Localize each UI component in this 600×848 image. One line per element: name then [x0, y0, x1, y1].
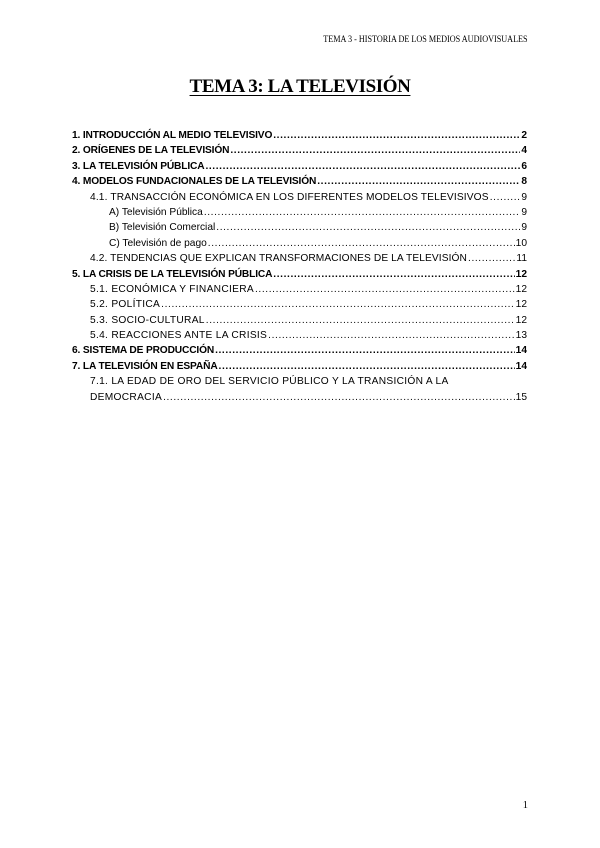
toc-entry-page: 9: [521, 222, 527, 234]
dot-leader: [216, 222, 520, 233]
toc-entry-page: 12: [515, 283, 527, 295]
toc-subentry[interactable]: [72, 330, 527, 345]
toc-entry[interactable]: [72, 345, 527, 360]
toc-subsubentry[interactable]: [72, 222, 527, 237]
running-header: TEMA 3 - HISTORIA DE LOS MEDIOS AUDIOVISUALES: [323, 35, 528, 45]
toc-entry[interactable]: [72, 161, 527, 176]
toc-entry-page: 9: [521, 206, 527, 218]
dot-leader: [255, 284, 515, 295]
toc-entry-page: 14: [515, 360, 527, 372]
toc-subentry[interactable]: [72, 192, 527, 207]
toc-subsubentry[interactable]: [72, 207, 527, 222]
toc-entry-page: 9: [521, 191, 527, 203]
toc-entry-page: 12: [515, 314, 527, 326]
dot-leader: [219, 361, 515, 372]
dot-leader: [273, 269, 514, 280]
toc-entry-page: 12: [515, 268, 527, 280]
dot-leader: [215, 345, 515, 356]
dot-leader: [161, 299, 515, 310]
page-number: 1: [522, 800, 528, 811]
dot-leader: [490, 192, 521, 203]
toc-entry[interactable]: [72, 145, 527, 160]
toc-entry-title: 7. LA TELEVISIÓN EN ESPAÑA: [72, 360, 218, 372]
dot-leader: [206, 315, 515, 326]
toc-entry[interactable]: [72, 269, 527, 284]
toc-entry-page: 12: [515, 299, 527, 311]
toc-entry-title: C) Televisión de pago: [109, 237, 207, 249]
toc-entry-title: 5.4. REACCIONES ANTE LA CRISIS: [90, 330, 268, 342]
page-title: TEMA 3: LA TELEVISIÓN: [189, 76, 411, 97]
toc-entry-title: A) Televisión Pública: [109, 206, 203, 218]
dot-leader: [208, 238, 515, 249]
dot-leader: [268, 330, 515, 341]
toc-entry-title: DEMOCRACIA: [90, 391, 163, 403]
toc-entry-page: 14: [515, 345, 527, 357]
toc-subentry[interactable]: [72, 392, 527, 407]
toc-subentry-line1[interactable]: [72, 376, 527, 391]
toc-entry[interactable]: [72, 361, 527, 376]
toc-entry-title: 5. LA CRISIS DE LA TELEVISIÓN PÚBLICA: [72, 268, 273, 280]
toc-entry-title: B) Televisión Comercial: [109, 222, 216, 234]
toc-entry-title: 5.3. SOCIO-CULTURAL: [90, 314, 205, 326]
dot-leader: [230, 145, 520, 156]
toc-entry-title: 4.1. TRANSACCIÓN ECONÓMICA EN LOS DIFERENTES MODELOS TELEVISIVOS: [90, 191, 489, 203]
toc-entry-page: 4: [521, 145, 527, 157]
toc-subentry[interactable]: [72, 253, 527, 268]
table-of-contents: [72, 130, 527, 407]
toc-subentry[interactable]: [72, 284, 527, 299]
toc-subsubentry[interactable]: [72, 238, 527, 253]
dot-leader: [273, 130, 520, 141]
dot-leader: [205, 161, 520, 172]
toc-subentry[interactable]: [72, 315, 527, 330]
toc-entry[interactable]: [72, 176, 527, 191]
toc-entry-title: 6. SISTEMA DE PRODUCCIÓN: [72, 345, 215, 357]
toc-entry-title: 4.2. TENDENCIAS QUE EXPLICAN TRANSFORMACIONES DE LA TELEVISIÓN: [90, 253, 468, 265]
toc-entry-page: 11: [516, 253, 527, 265]
dot-leader: [204, 207, 521, 218]
toc-entry-page: 6: [521, 160, 527, 172]
toc-entry-title: 4. MODELOS FUNDACIONALES DE LA TELEVISIÓN: [72, 176, 317, 188]
toc-entry-title: 3. LA TELEVISIÓN PÚBLICA: [72, 160, 205, 172]
toc-entry-page: 13: [515, 330, 527, 342]
toc-entry-title: 2. ORÍGENES DE LA TELEVISIÓN: [72, 145, 230, 157]
toc-entry-page: 15: [515, 391, 527, 403]
toc-entry-title: 5.2. POLÍTICA: [90, 299, 161, 311]
dot-leader: [468, 253, 515, 264]
toc-entry-page: 2: [521, 130, 527, 141]
toc-entry-title: 1. INTRODUCCIÓN AL MEDIO TELEVISIVO: [72, 130, 273, 141]
toc-entry-page: 8: [521, 176, 527, 188]
toc-entry-title: 5.1. ECONÓMICA Y FINANCIERA: [90, 283, 254, 295]
toc-entry-page: 10: [515, 237, 527, 249]
toc-entry[interactable]: [72, 130, 527, 145]
dot-leader: [163, 392, 515, 403]
dot-leader: [317, 176, 520, 187]
toc-entry-title: 7.1. LA EDAD DE ORO DEL SERVICIO PÚBLICO Y LA TRANSICIÓN A LA: [90, 376, 449, 388]
toc-subentry[interactable]: [72, 299, 527, 314]
